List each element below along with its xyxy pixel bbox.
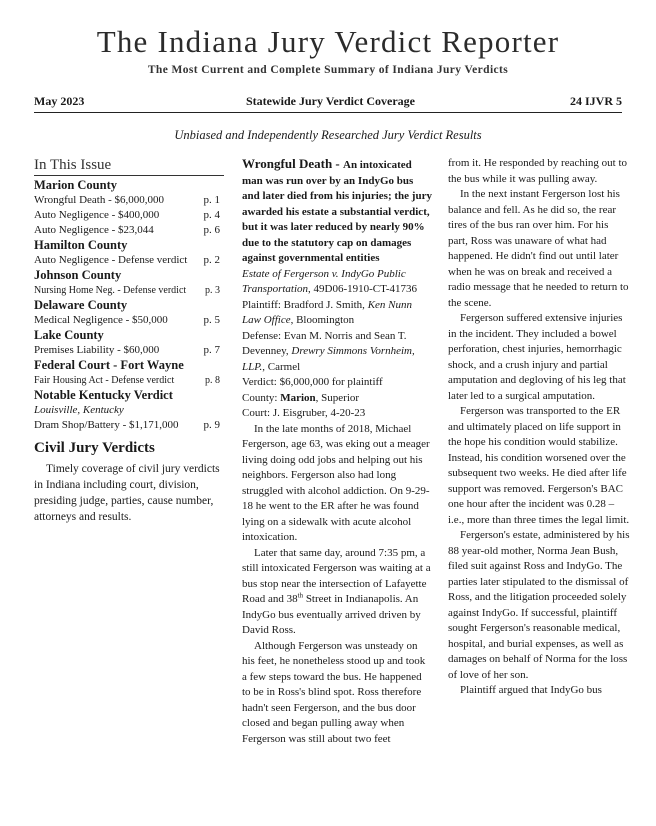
paragraph-part: Later that same day, around 7:35 pm, a still intoxicated Fergerson was waiting at a bus stop near the intersection of Lafayette Road and 38 [242, 546, 431, 605]
toc-entry-label: Fair Housing Act - Defense verdict [34, 375, 175, 386]
toc-entry-label: Nursing Home Neg. - Defense verdict [34, 285, 187, 296]
article-headline-text: An intoxicated man was run over by an IndyGo bus and later died from his injuries; the jury awarded his estate a substantial verdict, but it was later reduced by nearly 90% due to the statutory cap on damages against governmental entities [242, 159, 432, 264]
plaintiff-counsel [242, 298, 432, 329]
toc-heading: In This Issue [34, 157, 112, 173]
article-column-2 [448, 156, 630, 699]
issue-coverage: Statewide Jury Verdict Coverage [246, 94, 415, 108]
article-headline [242, 156, 432, 267]
toc-entry[interactable] [34, 193, 224, 208]
toc-entry-page: p. 4 [203, 209, 220, 221]
masthead-title: The Indiana Jury Verdict Reporter [96, 24, 560, 59]
toc-entry[interactable] [34, 343, 224, 358]
article-paragraph: Although Fergerson was unsteady on his feet, he nonetheless stood up and took a few steps toward the bus. He happened to be in Ross's blind spot. Ross therefore hadn't seen Fergerson, and the bus door closed and began pulling away when Fergerson was still about two feet [242, 639, 426, 745]
county-court: , Superior [315, 391, 360, 404]
issue-number: 24 IJVR 5 [569, 94, 622, 108]
toc-entry-page: p. 8 [205, 375, 220, 386]
toc-entry[interactable] [34, 313, 224, 328]
toc-entry[interactable] [34, 253, 224, 268]
paragraph-part: Street in Indianapolis. An IndyGo bus eventually arrived driven by David Ross. [242, 593, 421, 636]
toc-entry-label: Wrongful Death - $6,000,000 [34, 194, 165, 206]
toc-county: Federal Court - Fort Wayne [34, 358, 184, 372]
toc-entry-page: p. 9 [203, 419, 220, 431]
toc-entry-page: p. 1 [203, 194, 220, 206]
article-paragraph: Fergerson's estate, administered by his 88 year-old mother, Norma Jean Bush, filed suit against Ross and IndyGo. The parties later stipulated to the dismissal of Ross, and the litigation proceeded solely against IndyGo. If successful, plaintiff sought Fergerson's reasonable medical, hospital, and burial expenses, as well as damages on behalf of Norma for the loss of love of her son. [448, 529, 630, 681]
defense-firm: Drewry Simmons Vornheim, LLP. [242, 345, 415, 373]
county-line [242, 391, 432, 407]
issue-divider [34, 112, 622, 113]
civil-heading: Civil Jury Verdicts [34, 440, 155, 456]
county-name: Marion [280, 391, 316, 404]
tagline: Unbiased and Independently Researched Jury Verdict Results [174, 128, 482, 142]
county-label: County: [242, 391, 281, 404]
civil-body: Timely coverage of civil jury verdicts in Indiana including court, division, presiding judge, parties, cause number, attorneys and results. [34, 463, 220, 523]
toc-county: Johnson County [34, 268, 122, 282]
plaintiff-city: , Bloomington [290, 314, 355, 326]
toc-county: Notable Kentucky Verdict [34, 388, 173, 402]
article-paragraph: Fergerson was transported to the ER and ultimately placed on life support in the hope his condition would stabilize. Instead, his condition worsened over the subsequent two weeks. He died after life support was removed. Fergerson's BAC one hour after the incident was 0.28 – i.e., more than three times the legal limit. [448, 405, 630, 526]
defense-city: , Carmel [262, 360, 301, 373]
verdict-line: Verdict: $6,000,000 for plaintiff [242, 376, 383, 388]
article-paragraph [242, 546, 432, 639]
article-column-1 [242, 156, 432, 747]
toc-entry-label: Medical Negligence - $50,000 [34, 314, 168, 326]
toc-entry-page: p. 2 [203, 254, 220, 266]
toc-county: Marion County [34, 178, 117, 192]
toc-entry-page: p. 3 [205, 285, 220, 296]
article-kicker: Wrongful Death - [242, 156, 343, 171]
toc-entry-label: Premises Liability - $60,000 [34, 344, 160, 356]
toc-divider [34, 175, 224, 176]
article-paragraph-continued: from it. He responded by reaching out to the bus while it was pulling away. [448, 157, 628, 185]
article-paragraph: In the late months of 2018, Michael Fergerson, age 63, was eking out a meager living doing odd jobs and helping out his neighbors. Fergerson also had long struggled with alcohol addiction. On 9-29-18 he went to the ER after he was found lying on a sidewalk with acute alcohol intoxication. [242, 422, 430, 543]
toc-entry[interactable] [34, 373, 224, 388]
toc-location: Louisville, Kentucky [34, 404, 124, 416]
toc-entry[interactable] [34, 418, 224, 433]
case-caption [242, 267, 432, 298]
toc-entry-page: p. 6 [203, 224, 220, 236]
article-paragraph: Plaintiff argued that IndyGo bus [460, 684, 602, 696]
masthead-subtitle: The Most Current and Complete Summary of Indiana Jury Verdicts [147, 64, 509, 76]
toc-entry-label: Dram Shop/Battery - $1,171,000 [34, 419, 179, 431]
toc-entry-label: Auto Negligence - $23,044 [34, 224, 154, 236]
toc-entry[interactable] [34, 208, 224, 223]
toc-county: Delaware County [34, 298, 128, 312]
toc-county: Lake County [34, 328, 104, 342]
plaintiff-label: Plaintiff: Bradford J. Smith, [242, 298, 368, 311]
case-name: Estate of Fergerson v. IndyGo Public Transportation [242, 267, 406, 295]
superscript: th [297, 591, 304, 600]
article-paragraph: Fergerson suffered extensive injuries in the incident. They included a bowel perforation, chest injuries, hemorrhagic shock, and a crush injury and partial amputation and degloving of his leg that later led to a surgical amputation. [448, 312, 626, 402]
issue-line [34, 94, 622, 110]
toc-entry-label: Auto Negligence - Defense verdict [34, 254, 188, 266]
court-line: Court: J. Eisgruber, 4-20-23 [242, 407, 366, 419]
table-of-contents [34, 156, 224, 433]
toc-entry-page: p. 5 [203, 314, 220, 326]
defense-counsel [242, 329, 432, 376]
issue-date: May 2023 [34, 94, 85, 108]
toc-entry[interactable] [34, 283, 224, 298]
civil-verdicts-box [34, 440, 226, 525]
defense-label: Defense: Evan M. Norris and Sean T. Devenney, [242, 329, 407, 357]
toc-entry[interactable] [34, 223, 224, 238]
article-paragraph: In the next instant Fergerson lost his balance and fell. As he did so, the rear tires of the bus ran over him. For his part, Ross was unaware of what had happened. He didn't find out until later when he was on break and received a radio message that he needed to return to the scene. [448, 188, 629, 309]
toc-county: Hamilton County [34, 238, 128, 252]
cause-number: , 49D06-1910-CT-41736 [308, 283, 418, 295]
plaintiff-firm: Ken Nunn Law Office [242, 298, 412, 326]
toc-entry-label: Auto Negligence - $400,000 [34, 209, 160, 221]
toc-entry-page: p. 7 [203, 344, 220, 356]
